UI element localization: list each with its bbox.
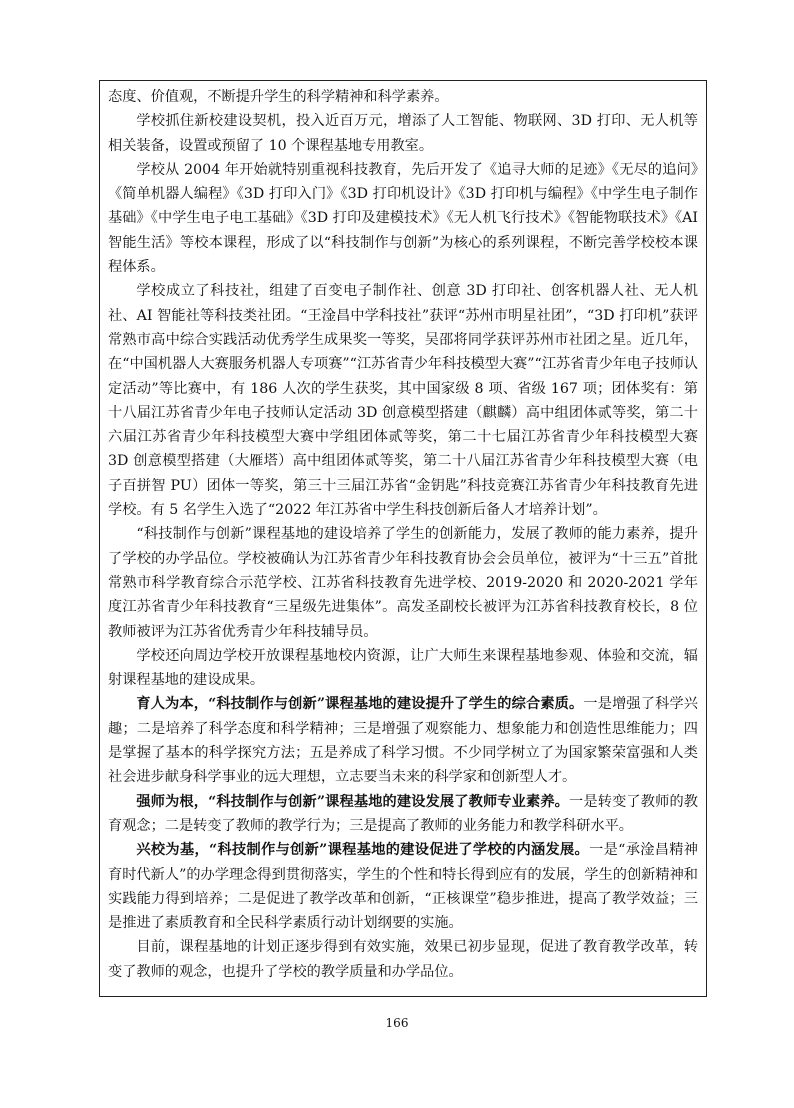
paragraph <box>108 790 698 839</box>
paragraph: 目前，课程基地的计划正逐步得到有效实施，效果已初步显现，促进了教育教学改革，转变了教师的观念，也提升了学校的教学质量和办学品位。 <box>108 939 698 980</box>
paragraph: 学校抓住新校建设契机，投入近百万元，增添了人工智能、物联网、3D 打印、无人机等相关装备，设置或预留了 10 个课程基地专用教室。 <box>108 113 698 154</box>
document-body <box>108 85 698 984</box>
paragraph-heading: 育人为本，“科技制作与创新”课程基地的建设提升了学生的综合素质。 <box>136 696 584 713</box>
paragraph: 学校还向周边学校开放课程基地校内资源，让广大师生来课程基地参观、体验和交流，辐射课程基地的建设成果。 <box>108 647 698 689</box>
paragraph-heading: 强师为根，“科技制作与创新”课程基地的建设发展了教师专业素养。 <box>136 793 570 810</box>
paragraph-text: 一是“承淦昌精神 育时代新人”的办学理念得到贯彻落实，学生的个性和特长得到应有的发展，学生的创新精神和实践能力得到培养；二是促进了教学改革和创新，“正核课堂”稳步推进，提高了教学效益；三是推进了素质教育和全民科学素质行动计划纲要的实施。 <box>108 842 698 932</box>
paragraph: 学校从 2004 年开始就特别重视科技教育，先后开发了《追寻大师的足迹》《无尽的追问》《简单机器人编程》《3D 打印入门》《3D 打印机设计》《3D 打印机与编程》《中学生电子制作基础》《中学生电子电工基础》《3D 打印及建模技术》《无人机飞行技术》《智能物联技术》《AI 智能生活》等校本课程，形成了以“科技制作与创新”为核心的系列课程，不断完善学校校本课程体系。 <box>108 161 698 276</box>
paragraph: 学校成立了科技社，组建了百变电子制作社、创意 3D 打印社、创客机器人社、无人机社、AI 智能社等科技类社团。“王淦昌中学科技社”获评“苏州市明星社团”，“3D 打印机”获评常熟市高中综合实践活动优秀学生成果奖一等奖，吴邵将同学获评苏州市社团之星。近几年，在“中国机器人大赛服务机器人专项赛”“江苏省青少年科技模型大赛”“江苏省青少年电子技师认定活动”等比赛中，有 186 人次的学生获奖，其中国家级 8 项、省级 167 项；团体奖有：第十八届江苏省青少年电子技师认定活动 3D 创意模型搭建（麒麟）高中组团体贰等奖，第二十六届江苏省青少年科技模型大赛中学组团体贰等奖，第二十七届江苏省青少年科技模型大赛 3D 创意模型搭建（大雁塔）高中组团体贰等奖，第二十八届江苏省青少年科技模型大赛（电子百拼智 PU）团体一等奖，第三十三届江苏省“金钥匙”科技竞赛江苏省青少年科技教育先进学校。有 5 名学生入选了“2022 年江苏省中学生科技创新后备人才培养计划”。 <box>108 283 698 519</box>
paragraph-text: 一是转变了教师的教育观念；二是转变了教师的教学行为；三是提高了教师的业务能力和教学科研水平。 <box>108 793 698 834</box>
page-number: 166 <box>385 1016 409 1030</box>
paragraph-text: 一是增强了科学兴趣；二是培养了科学态度和科学精神；三是增强了观察能力、想象能力和创造性思维能力；四是掌握了基本的科学探究方法；五是养成了科学习惯。不少同学树立了为国家繁荣富强和人类社会进步献身科学事业的远大理想，立志要当未来的科学家和创新型人才。 <box>108 696 698 786</box>
paragraph <box>108 838 698 935</box>
paragraph <box>108 692 698 789</box>
paragraph: 态度、价值观，不断提升学生的科学精神和科学素养。 <box>108 89 449 105</box>
paragraph-heading: 兴校为基，“科技制作与创新”课程基地的建设促进了学校的内涵发展。 <box>136 842 590 859</box>
paragraph: “科技制作与创新”课程基地的建设培养了学生的创新能力，发展了教师的能力素养，提升了学校的办学品位。学校被确认为江苏省青少年科技教育协会会员单位，被评为“十三五”首批常熟市科学教育综合示范学校、江苏省科技教育先进学校、2019-2020 和 2020-2021 学年度江苏省青少年科技教育“三星级先进集体”。高发圣副校长被评为江苏省科技教育校长，8 位教师被评为江苏省优秀青少年科技辅导员。 <box>108 526 698 640</box>
